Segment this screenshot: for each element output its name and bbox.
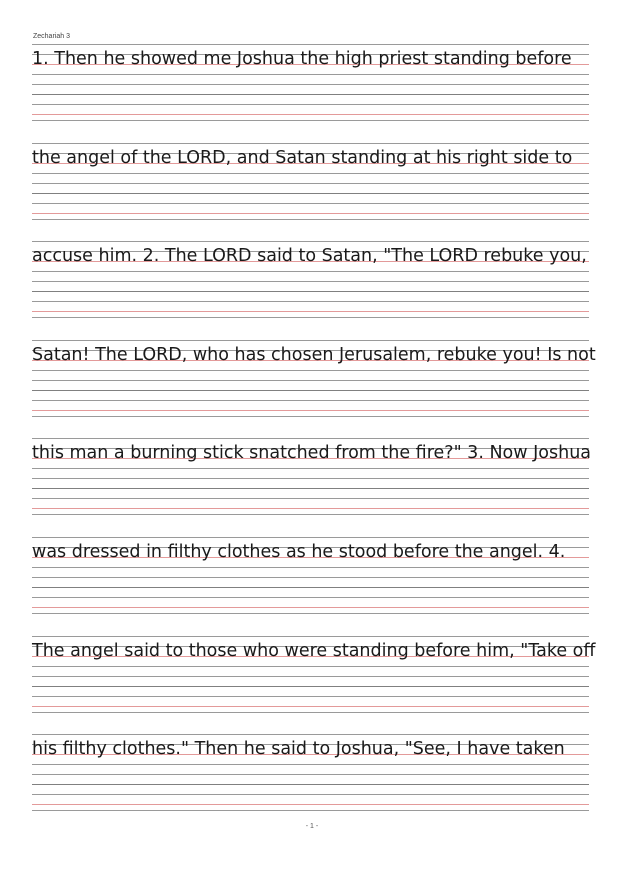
guide-rule — [32, 400, 589, 401]
guide-rule — [32, 183, 589, 184]
guide-rule — [32, 468, 589, 469]
guide-rule — [32, 74, 589, 75]
guide-rule — [32, 370, 589, 371]
guide-rule — [32, 281, 589, 282]
guide-rule — [32, 44, 589, 45]
guide-rule — [32, 810, 589, 811]
scripture-line-text: 1. Then he showed me Joshua the high priest standing before — [32, 49, 572, 69]
guide-rule — [32, 804, 589, 805]
practice-line-block — [32, 636, 596, 712]
guide-rule — [32, 784, 589, 785]
guide-rule — [32, 143, 589, 144]
guide-rule — [32, 104, 589, 105]
practice-line-block — [32, 143, 589, 219]
guide-rule — [32, 734, 589, 735]
guide-rule — [32, 438, 589, 439]
scripture-line-text: the angel of the LORD, and Satan standing at his right side to — [32, 147, 573, 168]
guide-rule — [32, 666, 589, 667]
guide-rule — [32, 498, 589, 499]
guide-rule — [32, 291, 589, 292]
guide-rule — [32, 317, 589, 318]
guide-rule — [32, 794, 589, 795]
guide-rule — [32, 508, 589, 509]
practice-line-block — [32, 241, 589, 317]
guide-rule — [32, 84, 589, 85]
guide-rule — [32, 537, 589, 538]
guide-rule — [32, 120, 589, 121]
guide-rule — [32, 696, 589, 697]
guide-rule — [32, 764, 589, 765]
scripture-line-text: The angel said to those who were standing before him, "Take off — [32, 640, 596, 661]
guide-rule — [32, 301, 589, 302]
practice-line-block — [32, 734, 589, 810]
guide-rule — [32, 311, 589, 312]
guide-rule — [32, 567, 589, 568]
guide-rule — [32, 488, 589, 489]
guide-rule — [32, 380, 589, 381]
guide-rule — [32, 271, 589, 272]
scripture-line-text: was dressed in filthy clothes as he stood before the angel. 4. — [32, 542, 566, 562]
scripture-line-text: his filthy clothes." Then he said to Joshua, "See, I have taken — [32, 739, 565, 760]
guide-rule — [32, 193, 589, 194]
guide-rule — [32, 416, 589, 417]
guide-rule — [32, 587, 589, 588]
guide-rule — [32, 774, 589, 775]
guide-rule — [32, 706, 589, 707]
guide-rule — [32, 636, 589, 637]
guide-rule — [32, 340, 589, 341]
guide-rule — [32, 676, 589, 677]
guide-rule — [32, 410, 589, 411]
guide-rule — [32, 597, 589, 598]
practice-line-block — [32, 537, 589, 613]
practice-line-block — [32, 44, 589, 120]
guide-rule — [32, 686, 589, 687]
guide-rule — [32, 219, 589, 220]
scripture-line-text: this man a burning stick snatched from the fire?" 3. Now Joshua — [32, 443, 592, 464]
guide-rule — [32, 213, 589, 214]
guide-rule — [32, 514, 589, 515]
scripture-line-text: Satan! The LORD, who has chosen Jerusalem, rebuke you! Is not — [32, 344, 596, 365]
guide-rule — [32, 478, 589, 479]
guide-rule — [32, 607, 589, 608]
scripture-line-text: accuse him. 2. The LORD said to Satan, "The LORD rebuke you, — [32, 246, 587, 267]
guide-rule — [32, 94, 589, 95]
guide-rule — [32, 241, 589, 242]
guide-rule — [32, 613, 589, 614]
guide-rule — [32, 173, 589, 174]
guide-rule — [32, 712, 589, 713]
practice-line-block — [32, 340, 596, 416]
guide-rule — [32, 114, 589, 115]
practice-line-block — [32, 438, 592, 514]
page-header-title: Zechariah 3 — [33, 33, 70, 40]
guide-rule — [32, 203, 589, 204]
page-number: - 1 - — [305, 823, 319, 830]
guide-rule — [32, 577, 589, 578]
guide-rule — [32, 390, 589, 391]
